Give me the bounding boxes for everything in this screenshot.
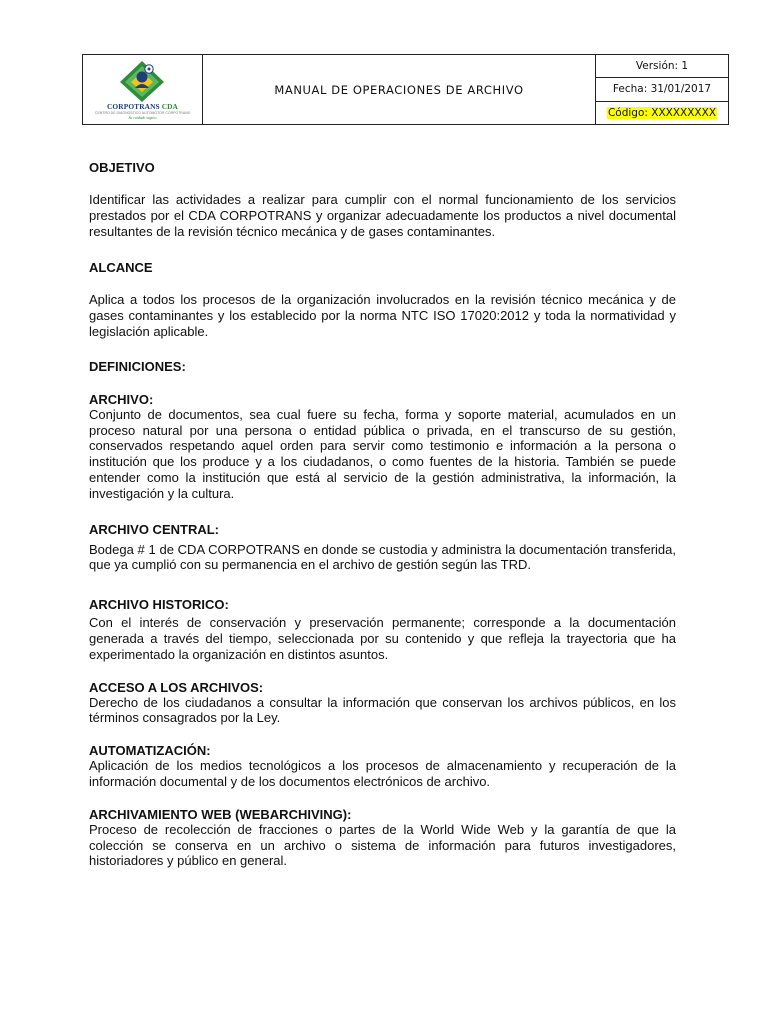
objetivo-heading: OBJETIVO bbox=[89, 160, 155, 175]
alcance-heading: ALCANCE bbox=[89, 260, 153, 276]
logo-wordmark: CORPOTRANS CDA bbox=[106, 102, 178, 111]
document-header bbox=[82, 54, 729, 125]
code-highlight: Código: XXXXXXXXX bbox=[607, 106, 717, 119]
logo-cell bbox=[83, 55, 203, 124]
version-label: Versión: 1 bbox=[635, 60, 689, 73]
definiciones-heading: DEFINICIONES: bbox=[89, 358, 186, 374]
webarchiving-text: Proceso de recolección de fracciones o partes de la World Wide Web y la garantía de que la colección se conserva en un archivo o sistema de información para futuros investigadores, historiadores y público en general. bbox=[89, 821, 676, 869]
archivo-historico-text: Con el interés de conservación y preservación permanente; corresponde a la documentación generada a través del tiempo, seleccionada por su contenido y que refleja la trayectoria que ha experimentado la organización en distintos asuntos. bbox=[89, 615, 676, 662]
logo-slogan: Su cuidado seguro bbox=[128, 116, 157, 120]
document-meta bbox=[596, 55, 728, 124]
webarchiving-heading: ARCHIVAMIENTO WEB (WEBARCHIVING): bbox=[89, 806, 352, 822]
archivo-central-heading: ARCHIVO CENTRAL: bbox=[89, 521, 219, 537]
archivo-heading: ARCHIVO: bbox=[89, 391, 154, 407]
objetivo-text: Identificar las actividades a realizar para cumplir con el normal funcionamiento de los servicios prestados por el CDA CORPOTRANS y organizar adecuadamente los productos a nivel documental resultantes de la revisión técnico mecánica y de gases contaminantes. bbox=[89, 192, 676, 239]
archivo-central-text: Bodega # 1 de CDA CORPOTRANS en donde se custodia y administra la documentación transferida, que ya cumplió con su permanencia en el archivo de gestión según las TRD. bbox=[89, 541, 676, 573]
alcance-text: Aplica a todos los procesos de la organización involucrados en la revisión técnico mecánica y de gases contaminantes y los establecido por la norma NTC ISO 17020:2012 y toda la normatividad y legislación aplicable. bbox=[89, 292, 676, 339]
automatizacion-text: Aplicación de los medios tecnológicos a los procesos de almacenamiento y recuperación de la información documental y de los documentos electrónicos de archivo. bbox=[89, 758, 676, 789]
document-title: MANUAL DE OPERACIONES DE ARCHIVO bbox=[203, 55, 596, 124]
document-body bbox=[89, 160, 676, 869]
acceso-heading: ACCESO A LOS ARCHIVOS: bbox=[89, 679, 264, 695]
date-label: Fecha: 31/01/2017 bbox=[596, 77, 728, 100]
archivo-text: Conjunto de documentos, sea cual fuere su fecha, forma y soporte material, acumulados en un proceso natural por una persona o entidad pública o privada, en el transcurso de su gestión, conservados respetando aquel orden para servir como testimonio e información a la persona o institución que los produce y a los ciudadanos, o como fuentes de la historia. También se puede entender como la institución que está al servicio de la gestión administrativa, la información, la investigación y la cultura. bbox=[89, 406, 676, 501]
automatizacion-heading: AUTOMATIZACIÓN: bbox=[89, 743, 211, 759]
logo-subtext: CENTRO DE DIAGNOSTICO AUTOMOTOR CORPOTRANS bbox=[94, 111, 191, 115]
corpotrans-logo-icon bbox=[83, 55, 202, 103]
archivo-historico-heading: ARCHIVO HISTORICO: bbox=[89, 597, 229, 613]
acceso-text: Derecho de los ciudadanos a consultar la información que conservan los archivos públicos, en los términos consagrados por la Ley. bbox=[89, 694, 676, 726]
code-label bbox=[596, 101, 728, 124]
